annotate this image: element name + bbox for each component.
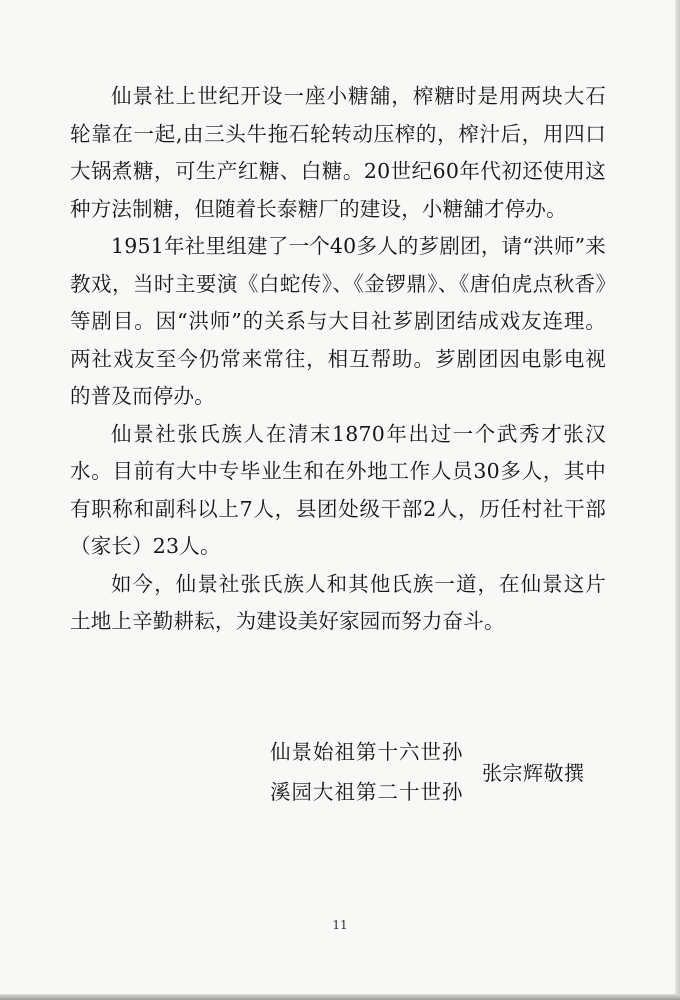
signature-line-2: 溪园大祖第二十世孙: [270, 780, 464, 804]
signature-block: [270, 735, 630, 815]
signature-line-1: 仙景始祖第十六世孙: [270, 740, 464, 764]
page-number: 11: [332, 918, 348, 932]
signature-author: 张宗辉敬撰: [482, 761, 585, 785]
scan-edge-right: [675, 0, 680, 1000]
document-body: [70, 78, 606, 641]
paragraph-opera-troupe: 1951年社里组建了一个40多人的芗剧团，请“洪师”来教戏，当时主要演《白蛇传》、《金锣鼎》、《唐伯虎点秋香》等剧目。因“洪师”的关系与大目社芗剧团结成戏友连理。两社戏友至今仍常来常往，相互帮助。芗剧团因电影电视的普及而停办。: [70, 234, 606, 408]
paragraph-conclusion: 如今，仙景社张氏族人和其他氏族一道，在仙景这片土地上辛勤耕耘，为建设美好家园而努力奋斗。: [70, 571, 606, 633]
scan-edge-bottom: [0, 994, 680, 1000]
paragraph-clan-members: 仙景社张氏族人在清末1870年出过一个武秀才张汉水。目前有大中专毕业生和在外地工作人员30多人，其中有职称和副科以上7人，县团处级干部2人，历任村社干部（家长）23人。: [70, 421, 606, 558]
paragraph-sugar-shop: 仙景社上世纪开设一座小糖舖，榨糖时是用两块大石轮靠在一起,由三头牛拖石轮转动压榨的，榨汁后，用四口大锅煮糖，可生产红糖、白糖。20世纪60年代初还使用这种方法制糖，但随着长泰糖厂的建设，小糖舖才停办。: [70, 84, 606, 221]
